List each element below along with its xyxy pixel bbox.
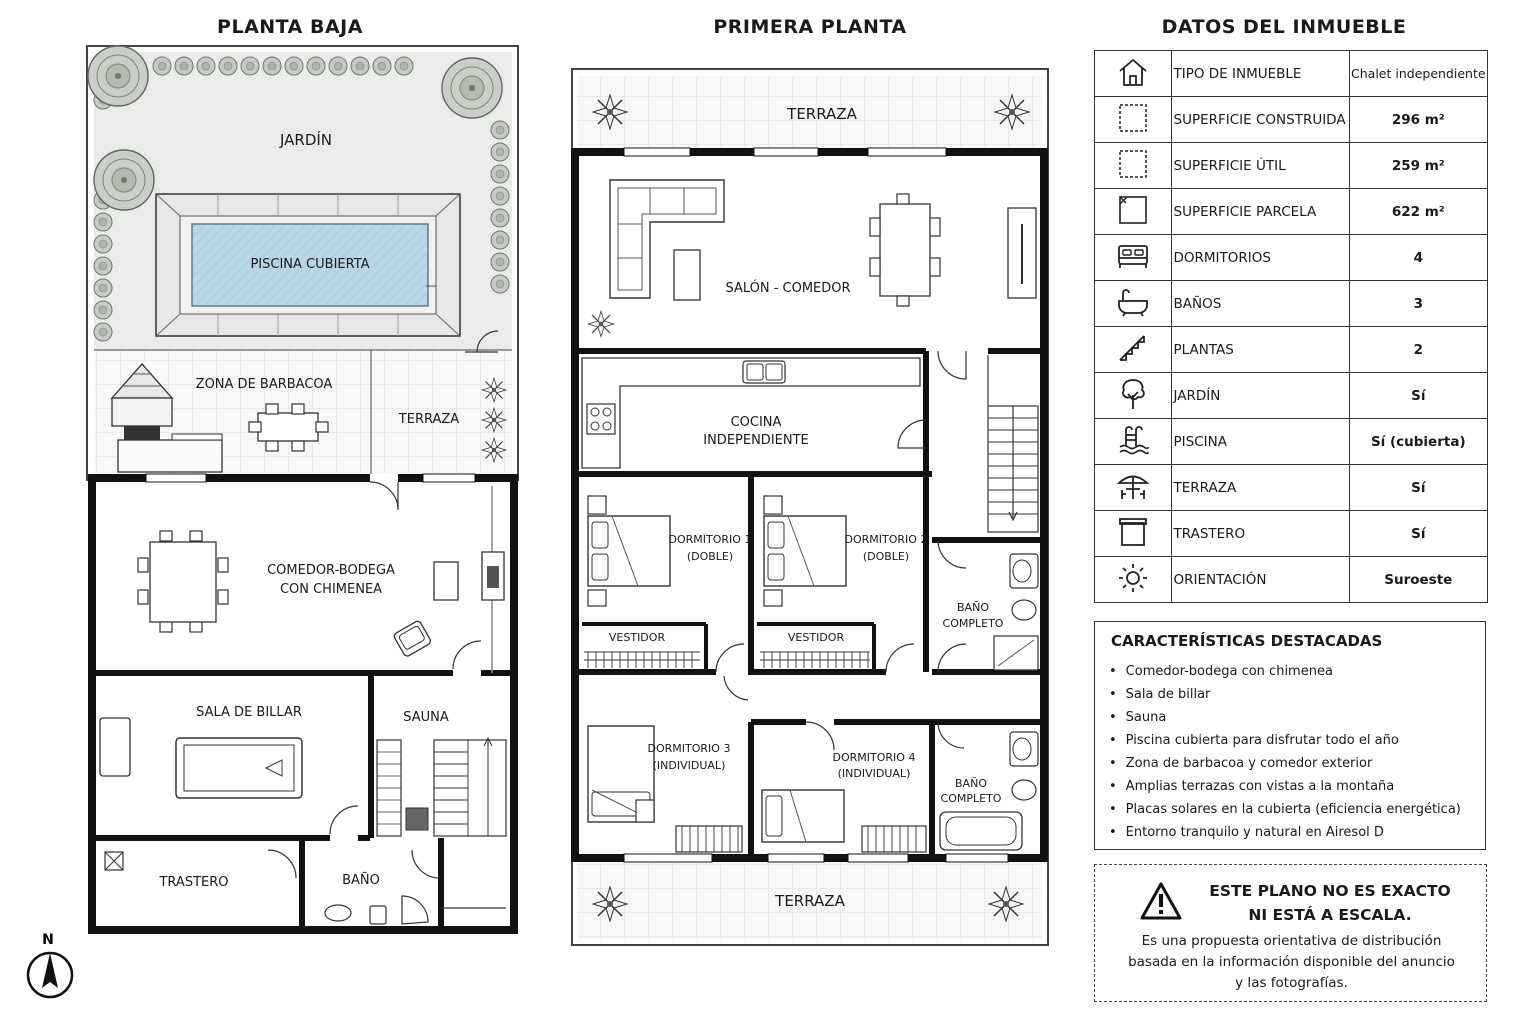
label-billiards: SALA DE BILLAR [196,705,302,720]
feature-item: • Placas solares en la cubierta (eficiencia energética) [1109,798,1461,821]
tree-icon [442,58,502,118]
label-bed1-1: DORMITORIO 1 [668,533,752,546]
property-row [1095,327,1488,373]
feature-item: • Amplias terrazas con vistas a la montaña [1109,775,1461,798]
property-value: Sí (cubierta) [1349,419,1487,465]
label-garden: JARDÍN [279,131,333,149]
bathtub-icon [1095,281,1172,327]
features-title: CARACTERÍSTICAS DESTACADAS [1111,632,1383,650]
label-bed4-2: (INDIVIDUAL) [837,767,911,780]
property-row [1095,143,1488,189]
disclaimer-box [1094,864,1487,1002]
ground-floor-plan [87,46,518,930]
label-storage: TRASTERO [159,875,229,890]
label-bath1-2: COMPLETO [942,617,1004,630]
property-row [1095,465,1488,511]
property-label: SUPERFICIE CONSTRUIDA [1171,97,1349,143]
property-value: 296 m² [1349,97,1487,143]
label-terrace-bottom: TERRAZA [775,892,845,910]
label-sauna: SAUNA [403,710,449,725]
label-closet2: VESTIDOR [787,631,845,644]
property-data-table [1094,50,1488,603]
label-terrace: TERRAZA [398,412,460,427]
features-list [1109,660,1461,844]
property-row [1095,189,1488,235]
label-dining-2: CON CHIMENEA [279,582,383,597]
property-value: 259 m² [1349,143,1487,189]
label-bath2-2: COMPLETO [940,792,1002,805]
property-label: PLANTAS [1171,327,1349,373]
feature-item: • Piscina cubierta para disfrutar todo el año [1109,729,1461,752]
feature-item: • Comedor-bodega con chimenea [1109,660,1461,683]
fireplace [482,552,504,600]
property-label: ORIENTACIÓN [1171,557,1349,603]
disclaimer-text-line2: basada en la información disponible del anuncio [1128,954,1455,970]
stairs-icon [1095,327,1172,373]
label-bed4-1: DORMITORIO 4 [832,751,916,764]
usable-area-icon [1095,143,1172,189]
property-value: Sí [1349,465,1487,511]
property-row [1095,419,1488,465]
sun-icon [1095,557,1172,603]
property-label: PISCINA [1171,419,1349,465]
label-kitchen-1: COCINA [730,415,782,430]
tree-icon [94,150,154,210]
label-bbq: ZONA DE BARBACOA [195,377,333,392]
tree-icon [88,46,148,106]
property-row [1095,97,1488,143]
label-bath2-1: BAÑO [955,777,987,790]
features-box [1094,621,1486,850]
compass [28,932,72,997]
label-closet1: VESTIDOR [608,631,666,644]
property-label: TIPO DE INMUEBLE [1171,51,1349,97]
property-label: BAÑOS [1171,281,1349,327]
feature-item: • Entorno tranquilo y natural en Airesol D [1109,821,1461,844]
property-label: JARDÍN [1171,373,1349,419]
plant-icon [995,95,1029,129]
plant-icon [593,887,627,921]
property-label: DORMITORIOS [1171,235,1349,281]
label-bed2-2: (DOBLE) [862,550,910,563]
pool-icon [1095,419,1172,465]
property-value: Chalet independiente [1349,51,1487,97]
disclaimer-title-line1: ESTE PLANO NO ES EXACTO [1209,882,1451,900]
first-floor-title: PRIMERA PLANTA [713,16,907,38]
billiard-table [176,738,302,798]
property-label: SUPERFICIE PARCELA [1171,189,1349,235]
property-label: TERRAZA [1171,465,1349,511]
storage-box-icon [1095,511,1172,557]
property-row [1095,511,1488,557]
plot-icon [1095,189,1172,235]
label-dining-1: COMEDOR-BODEGA [267,563,395,578]
disclaimer-text-line1: Es una propuesta orientativa de distribución [1141,933,1442,949]
property-value: Sí [1349,373,1487,419]
property-value: 622 m² [1349,189,1487,235]
property-value: Suroeste [1349,557,1487,603]
label-bed1-2: (DOBLE) [686,550,734,563]
label-bath1-1: BAÑO [957,601,989,614]
feature-item: • Zona de barbacoa y comedor exterior [1109,752,1461,775]
property-value: 2 [1349,327,1487,373]
label-terrace-top: TERRAZA [787,105,857,123]
label-pool: PISCINA CUBIERTA [250,257,370,272]
property-value: 4 [1349,235,1487,281]
tree-icon [1095,373,1172,419]
label-kitchen-2: INDEPENDIENTE [703,433,809,448]
dining-table-first [870,194,940,306]
feature-item: • Sala de billar [1109,683,1461,706]
ground-floor-title: PLANTA BAJA [217,16,363,38]
property-row [1095,373,1488,419]
warning-icon [1139,881,1183,921]
house-icon [1095,51,1172,97]
disclaimer-text-line3: y las fotografías. [1235,975,1348,991]
feature-item: • Sauna [1109,706,1461,729]
property-value: Sí [1349,511,1487,557]
built-area-icon [1095,97,1172,143]
label-bath: BAÑO [342,873,380,888]
disclaimer-title-line2: NI ESTÁ A ESCALA. [1248,906,1412,924]
first-floor-plan [572,69,1048,945]
property-row [1095,51,1488,97]
label-living: SALÓN - COMEDOR [725,281,851,296]
property-row [1095,281,1488,327]
plant-icon [593,95,627,129]
bed-icon [1095,235,1172,281]
stairs [434,738,506,836]
property-row [1095,235,1488,281]
parasol-icon [1095,465,1172,511]
dining-table [138,531,228,632]
property-label: TRASTERO [1171,511,1349,557]
property-row [1095,557,1488,603]
compass-north-label: N [42,932,54,948]
property-label: SUPERFICIE ÚTIL [1171,143,1349,189]
property-value: 3 [1349,281,1487,327]
plant-icon [989,887,1023,921]
label-bed2-1: DORMITORIO 2 [844,533,928,546]
property-data-title: DATOS DEL INMUEBLE [1161,16,1407,38]
label-bed3-2: (INDIVIDUAL) [652,759,726,772]
label-bed3-1: DORMITORIO 3 [647,742,731,755]
